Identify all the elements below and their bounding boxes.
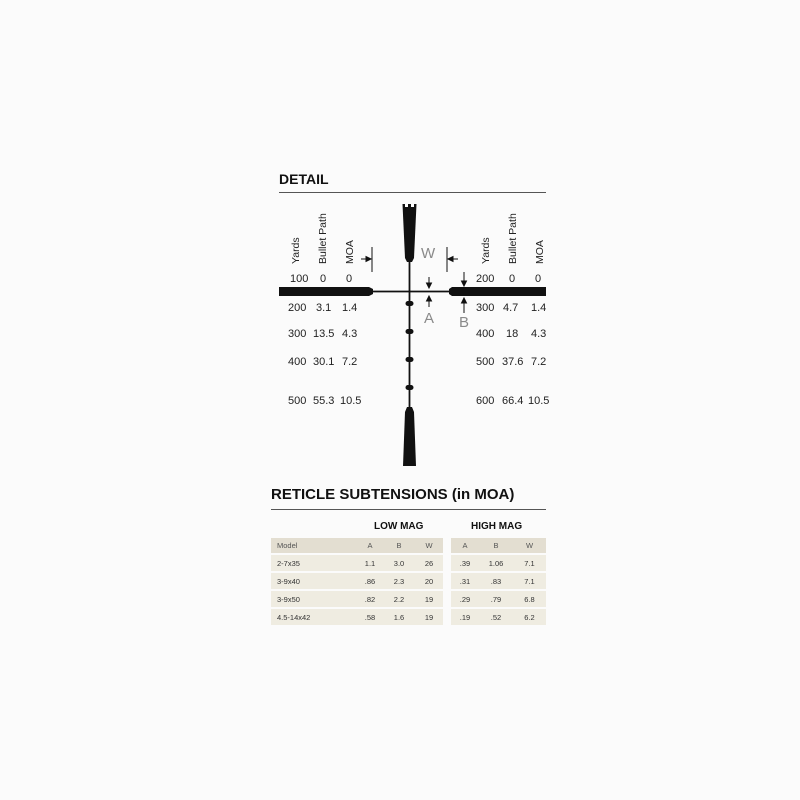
right-yards-3: 400 bbox=[476, 328, 495, 340]
label-b: B bbox=[459, 314, 470, 331]
table-row bbox=[271, 591, 546, 607]
right-moa-5: 10.5 bbox=[528, 395, 550, 407]
right-path-4: 37.6 bbox=[502, 356, 524, 368]
left-path-4: 30.1 bbox=[313, 356, 335, 368]
high-a-cell: .29 bbox=[451, 591, 479, 607]
table-header-row bbox=[271, 538, 546, 553]
detail-title: DETAIL bbox=[279, 171, 329, 187]
table-gap bbox=[443, 573, 451, 589]
left-yards-4: 400 bbox=[288, 356, 307, 368]
high-mag-label: HIGH MAG bbox=[471, 521, 523, 532]
right-path-3: 18 bbox=[506, 328, 519, 340]
high-b-cell: .83 bbox=[479, 573, 513, 589]
low-w-cell: 19 bbox=[415, 609, 443, 625]
table-gap bbox=[443, 538, 451, 553]
right-header-moa: MOA bbox=[534, 240, 546, 264]
low-b-cell: 3.0 bbox=[383, 555, 415, 571]
left-moa-1: 0 bbox=[346, 273, 353, 285]
right-path-1: 0 bbox=[509, 273, 516, 285]
model-cell: 2-7x35 bbox=[271, 555, 357, 571]
col-high-a: A bbox=[451, 538, 479, 553]
right-path-2: 4.7 bbox=[503, 302, 519, 314]
high-a-cell: .19 bbox=[451, 609, 479, 625]
model-cell: 3-9x50 bbox=[271, 591, 357, 607]
right-moa-1: 0 bbox=[535, 273, 542, 285]
subtensions-title: RETICLE SUBTENSIONS (in MOA) bbox=[271, 486, 515, 503]
left-yards-3: 300 bbox=[288, 328, 307, 340]
low-a-cell: .86 bbox=[357, 573, 383, 589]
low-w-cell: 26 bbox=[415, 555, 443, 571]
stadia-dot-1 bbox=[406, 301, 414, 306]
subtensions-table bbox=[271, 536, 546, 627]
col-low-a: A bbox=[357, 538, 383, 553]
col-high-b: B bbox=[479, 538, 513, 553]
stadia-dot-2 bbox=[406, 329, 414, 334]
right-path-5: 66.4 bbox=[502, 395, 524, 407]
left-path-1: 0 bbox=[320, 273, 327, 285]
right-yards-2: 300 bbox=[476, 302, 495, 314]
low-a-cell: 1.1 bbox=[357, 555, 383, 571]
right-moa-3: 4.3 bbox=[531, 328, 547, 340]
high-b-cell: .79 bbox=[479, 591, 513, 607]
low-b-cell: 2.3 bbox=[383, 573, 415, 589]
label-a: A bbox=[424, 310, 435, 327]
high-w-cell: 7.1 bbox=[513, 573, 546, 589]
left-path-3: 13.5 bbox=[313, 328, 335, 340]
left-header-bullet-path: Bullet Path bbox=[317, 213, 329, 264]
col-model: Model bbox=[271, 538, 357, 553]
high-b-cell: .52 bbox=[479, 609, 513, 625]
right-yards-1: 200 bbox=[476, 273, 495, 285]
high-b-cell: 1.06 bbox=[479, 555, 513, 571]
left-path-2: 3.1 bbox=[316, 302, 332, 314]
reticle-top-post bbox=[403, 204, 417, 262]
right-moa-4: 7.2 bbox=[531, 356, 547, 368]
model-cell: 4.5-14x42 bbox=[271, 609, 357, 625]
col-high-w: W bbox=[513, 538, 546, 553]
left-path-5: 55.3 bbox=[313, 395, 335, 407]
left-yards-2: 200 bbox=[288, 302, 307, 314]
left-moa-5: 10.5 bbox=[340, 395, 362, 407]
right-header-bullet-path: Bullet Path bbox=[507, 213, 519, 264]
stadia-dot-4 bbox=[406, 385, 414, 390]
table-row bbox=[271, 555, 546, 571]
model-cell: 3-9x40 bbox=[271, 573, 357, 589]
low-a-cell: .58 bbox=[357, 609, 383, 625]
table-row bbox=[271, 573, 546, 589]
low-mag-label: LOW MAG bbox=[374, 521, 424, 532]
low-a-cell: .82 bbox=[357, 591, 383, 607]
table-gap bbox=[443, 609, 451, 625]
col-low-b: B bbox=[383, 538, 415, 553]
left-header-moa: MOA bbox=[344, 240, 356, 264]
right-yards-5: 600 bbox=[476, 395, 495, 407]
col-low-w: W bbox=[415, 538, 443, 553]
left-yards-1: 100 bbox=[290, 273, 309, 285]
label-w: W bbox=[421, 245, 436, 262]
reticle-right-post bbox=[449, 287, 546, 296]
stadia-dot-3 bbox=[406, 357, 414, 362]
right-yards-4: 500 bbox=[476, 356, 495, 368]
reticle-left-post bbox=[279, 287, 373, 296]
left-moa-3: 4.3 bbox=[342, 328, 358, 340]
table-gap bbox=[443, 555, 451, 571]
left-moa-2: 1.4 bbox=[342, 302, 358, 314]
high-w-cell: 6.8 bbox=[513, 591, 546, 607]
high-a-cell: .39 bbox=[451, 555, 479, 571]
high-w-cell: 6.2 bbox=[513, 609, 546, 625]
subtensions-divider bbox=[271, 509, 546, 510]
high-w-cell: 7.1 bbox=[513, 555, 546, 571]
table-row bbox=[271, 609, 546, 625]
low-w-cell: 19 bbox=[415, 591, 443, 607]
high-a-cell: .31 bbox=[451, 573, 479, 589]
left-yards-5: 500 bbox=[288, 395, 307, 407]
right-moa-2: 1.4 bbox=[531, 302, 547, 314]
right-header-yards: Yards bbox=[480, 237, 492, 264]
low-b-cell: 1.6 bbox=[383, 609, 415, 625]
low-w-cell: 20 bbox=[415, 573, 443, 589]
table-gap bbox=[443, 591, 451, 607]
left-moa-4: 7.2 bbox=[342, 356, 358, 368]
left-header-yards: Yards bbox=[290, 237, 302, 264]
low-b-cell: 2.2 bbox=[383, 591, 415, 607]
reticle-bottom-post bbox=[403, 407, 416, 466]
